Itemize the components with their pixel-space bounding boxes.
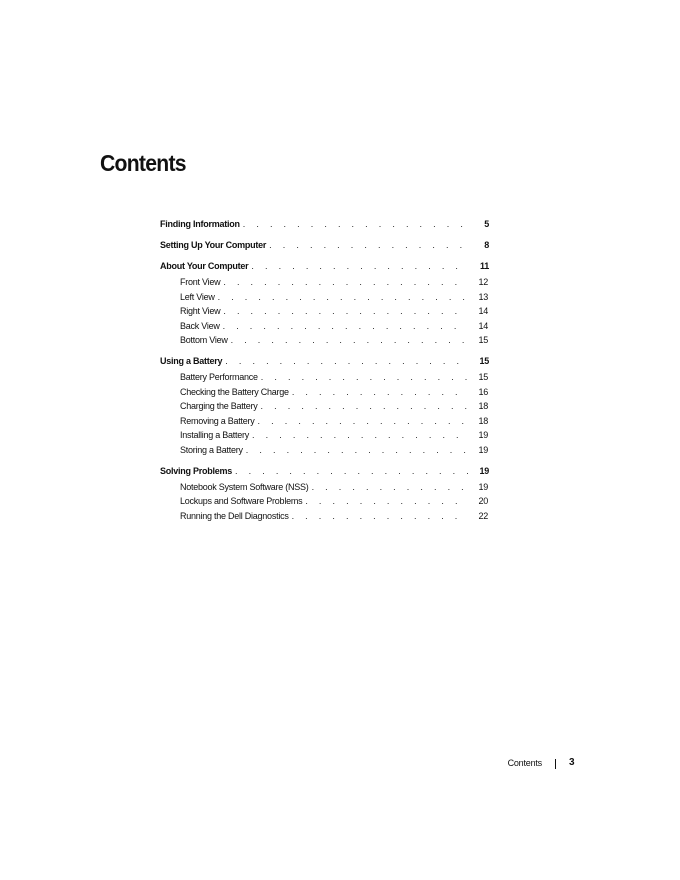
- toc-leader-dots: [252, 428, 468, 443]
- toc-entry-label: Using a Battery: [160, 354, 225, 369]
- toc-chapter: [160, 259, 489, 348]
- footer-section-label: Contents: [507, 758, 542, 768]
- toc-subentry[interactable]: [160, 414, 489, 429]
- toc-subentry-page: 15: [478, 335, 488, 346]
- toc-subentry-page: 19: [478, 481, 488, 492]
- toc-chapter: [160, 354, 489, 458]
- toc-entry-page: 8: [484, 240, 489, 250]
- toc-subentry-label: Removing a Battery: [180, 414, 258, 429]
- toc-entry[interactable]: [160, 238, 489, 253]
- toc-subentry-page: 18: [478, 401, 488, 412]
- toc-leader-dots: [218, 290, 468, 305]
- toc-chapter: [160, 238, 489, 253]
- toc-leader-dots: [223, 275, 468, 290]
- toc-entry-label: About Your Computer: [160, 259, 251, 274]
- toc-leader-dots: [312, 480, 468, 495]
- footer-divider: [555, 759, 556, 769]
- toc-subentry[interactable]: [160, 333, 489, 348]
- toc-subentry-label: Right View: [180, 304, 223, 319]
- toc-entry[interactable]: [160, 217, 489, 232]
- table-of-contents: [160, 217, 489, 529]
- toc-subentry-label: Lockups and Software Problems: [180, 494, 305, 509]
- toc-subentry-page: 16: [478, 386, 488, 397]
- toc-subentry[interactable]: [160, 370, 489, 385]
- toc-chapter: [160, 217, 489, 232]
- toc-leader-dots: [235, 464, 469, 479]
- toc-subentry-label: Back View: [180, 319, 223, 334]
- toc-leader-dots: [261, 370, 468, 385]
- toc-subentry-page: 15: [478, 371, 488, 382]
- toc-subentry[interactable]: [160, 494, 489, 509]
- toc-leader-dots: [231, 333, 468, 348]
- toc-subentry-label: Running the Dell Diagnostics: [180, 509, 292, 524]
- toc-subentry-label: Battery Performance: [180, 370, 261, 385]
- toc-subentry-page: 13: [478, 291, 488, 302]
- toc-subentry-page: 19: [478, 430, 488, 441]
- toc-leader-dots: [258, 414, 468, 429]
- toc-subentry-label: Notebook System Software (NSS): [180, 480, 312, 495]
- toc-subentry[interactable]: [160, 385, 489, 400]
- toc-subentry-label: Storing a Battery: [180, 443, 246, 458]
- toc-subentry-label: Checking the Battery Charge: [180, 385, 292, 400]
- toc-entry-page: 15: [479, 355, 489, 366]
- toc-chapter: [160, 464, 489, 524]
- toc-entry-page: 5: [484, 219, 489, 229]
- toc-leader-dots: [261, 399, 468, 414]
- toc-subentry-page: 14: [478, 306, 488, 317]
- toc-leader-dots: [223, 319, 468, 334]
- toc-entry-page: 19: [479, 465, 489, 476]
- toc-subentry-label: Installing a Battery: [180, 428, 252, 443]
- toc-subentry-label: Bottom View: [180, 333, 231, 348]
- toc-leader-dots: [243, 217, 469, 232]
- toc-entry-label: Setting Up Your Computer: [160, 238, 269, 253]
- toc-entry-label: Solving Problems: [160, 464, 235, 479]
- toc-leader-dots: [246, 443, 468, 458]
- toc-subentry-page: 14: [478, 320, 488, 331]
- toc-subentry[interactable]: [160, 290, 489, 305]
- toc-entry-page: 11: [479, 261, 489, 271]
- toc-subentry-page: 18: [478, 415, 488, 426]
- toc-subentry[interactable]: [160, 304, 489, 319]
- toc-entry[interactable]: [160, 354, 489, 369]
- toc-leader-dots: [251, 259, 469, 274]
- toc-subentry-label: Front View: [180, 275, 223, 290]
- toc-subentry-page: 12: [478, 277, 488, 287]
- toc-subentry[interactable]: [160, 428, 489, 443]
- toc-subentry-label: Left View: [180, 290, 218, 305]
- footer-page-number: 3: [569, 757, 575, 768]
- toc-leader-dots: [225, 354, 469, 369]
- toc-leader-dots: [292, 385, 468, 400]
- toc-subentry[interactable]: [160, 443, 489, 458]
- toc-subentry[interactable]: [160, 399, 489, 414]
- toc-entry[interactable]: [160, 259, 489, 274]
- toc-subentry-label: Charging the Battery: [180, 399, 261, 414]
- toc-leader-dots: [223, 304, 468, 319]
- toc-subentry[interactable]: [160, 319, 489, 334]
- toc-entry-label: Finding Information: [160, 217, 243, 232]
- toc-subentry[interactable]: [160, 275, 489, 290]
- toc-leader-dots: [292, 509, 468, 524]
- toc-leader-dots: [269, 238, 469, 253]
- toc-subentry-page: 19: [478, 444, 488, 455]
- page-footer: [0, 756, 680, 770]
- toc-subentry-page: 22: [478, 510, 488, 521]
- toc-entry[interactable]: [160, 464, 489, 479]
- toc-leader-dots: [305, 494, 468, 509]
- page-title: Contents: [100, 150, 186, 176]
- toc-subentry-page: 20: [478, 496, 488, 507]
- toc-subentry[interactable]: [160, 509, 489, 524]
- toc-subentry[interactable]: [160, 480, 489, 495]
